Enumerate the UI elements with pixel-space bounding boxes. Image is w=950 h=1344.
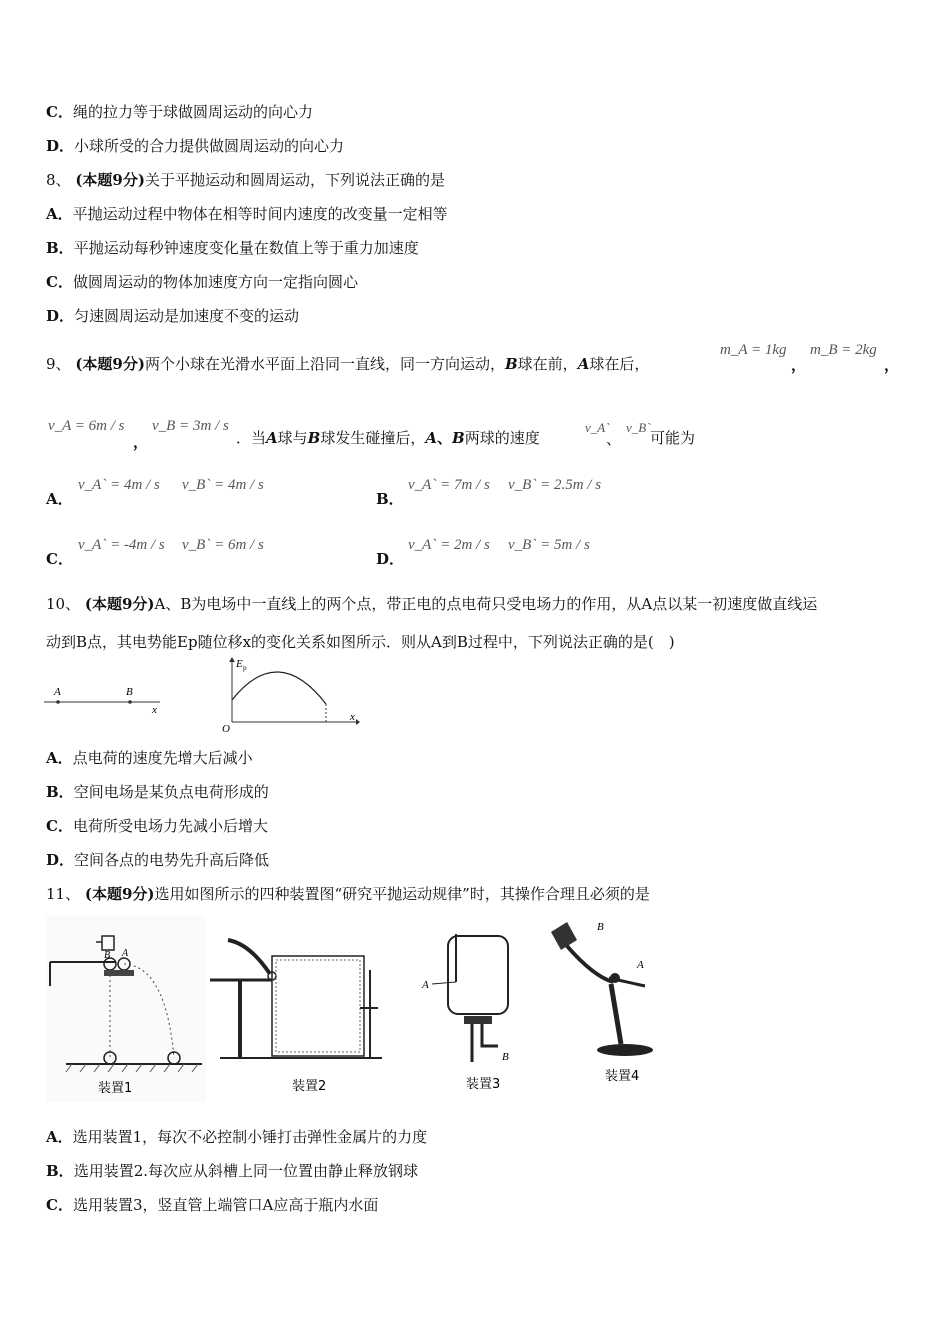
base <box>597 1044 653 1056</box>
question-score: (本题9分) <box>75 355 145 373</box>
question-number: 9、 <box>46 355 71 373</box>
q10-stem-line2: 动到B点，其电势能Ep随位移x的变化关系如图所示．则从A到B过程中，下列说法正确的是( ) <box>46 633 675 651</box>
q8-stem <box>46 170 445 190</box>
q9-option-b-va: v_A` = 7m / s <box>408 477 490 493</box>
ep-label: E <box>236 658 243 670</box>
q11-option-b <box>46 1161 418 1181</box>
q8-option-c <box>46 272 358 292</box>
q9-option-b-vb: v_B` = 2.5m / s <box>508 477 602 493</box>
option-text: 选用装置1，每次不必控制小锤打击弹性金属片的力度 <box>72 1128 428 1146</box>
question-text: 关于平抛运动和圆周运动，下列说法正确的是 <box>144 171 445 189</box>
va-after-symbol: v_A` <box>585 420 610 435</box>
option-letter: C． <box>46 817 73 835</box>
question-number: 10、 <box>46 595 81 613</box>
question-score: (本题9分) <box>84 885 155 903</box>
question-text: 球发生碰撞后， <box>320 429 426 447</box>
q9-stem-line2: ．当A球与B球发生碰撞后，A、B两球的速度 <box>236 429 540 447</box>
q7-option-c <box>46 102 313 122</box>
x-axis-arrow <box>356 719 360 725</box>
option-letter: C． <box>46 1196 73 1214</box>
option-letter: D． <box>46 137 75 155</box>
board <box>272 956 364 1056</box>
mass-a-formula: m_A = 1kg <box>720 342 787 358</box>
option-text: 小球所受的合力提供做圆周运动的向心力 <box>74 137 345 155</box>
device-4-figure <box>545 916 665 1086</box>
mass-b-formula: m_B = 2kg <box>810 342 877 358</box>
q10-option-d <box>46 850 269 870</box>
q10-option-a <box>46 748 253 768</box>
option-letter: C． <box>46 273 73 291</box>
ep-sub: p <box>243 664 247 672</box>
question-text: 选用如图所示的四种装置图“研究平抛运动规律”时，其操作合理且必须的是 <box>154 885 650 903</box>
question-text: 两个小球在光滑水平面上沿同一直线，同一方向运动， <box>144 355 505 373</box>
q10-option-c <box>46 816 268 836</box>
q9-option-c-va: v_A` = -4m / s <box>78 537 165 553</box>
q9-option-a-letter: A． <box>46 490 73 508</box>
comma: ， <box>133 433 149 451</box>
device-1-caption: 装置1 <box>98 1081 133 1096</box>
device-2-caption: 装置2 <box>292 1079 327 1094</box>
question-text: A、B为电场中一直线上的两个点，带正电的点电荷只受电场力的作用，从A点以某一初速度做直线运 <box>154 595 818 613</box>
ep-x-graph <box>220 656 360 736</box>
ball-b-label: B <box>452 429 465 447</box>
q7-option-d <box>46 136 344 156</box>
q8-option-a <box>46 204 448 224</box>
q9-stem-line1 <box>46 354 649 374</box>
q9-option-d-va: v_A` = 2m / s <box>408 537 490 553</box>
origin-label: O <box>222 723 230 735</box>
q8-option-b <box>46 238 419 258</box>
question-score: (本题9分) <box>75 171 145 189</box>
option-letter: B． <box>46 783 74 801</box>
ball-b-label: B <box>307 429 321 447</box>
question-text: 球与 <box>277 429 308 447</box>
question-text: 球在后， <box>589 355 650 373</box>
label-a: A <box>422 979 429 991</box>
ball-a-label: A <box>577 355 590 373</box>
comma: ， <box>791 356 807 374</box>
device-1-figure <box>46 916 206 1102</box>
stopper <box>464 1016 492 1024</box>
label-a-leader <box>432 982 456 984</box>
option-letter: A． <box>46 1128 73 1146</box>
comma: ， <box>884 356 900 374</box>
x-label: x <box>350 711 355 723</box>
option-text: 平抛运动过程中物体在相等时间内速度的改变量一定相等 <box>72 205 448 223</box>
q9-option-a-vb: v_B` = 4m / s <box>182 477 264 493</box>
vel-b-formula: v_B = 3m / s <box>152 418 229 434</box>
q9-option-a-va: v_A` = 4m / s <box>78 477 160 493</box>
question-score: (本题9分) <box>84 595 155 613</box>
ball-a <box>610 973 620 983</box>
option-letter: D． <box>46 307 75 325</box>
device-3-figure <box>420 928 530 1096</box>
question-text: 两球的速度 <box>464 429 540 447</box>
figure-bg <box>46 916 206 1102</box>
question-number: 8、 <box>46 171 71 189</box>
device-3-caption: 装置3 <box>466 1077 501 1092</box>
option-text: 空间电场是某负点电荷形成的 <box>73 783 269 801</box>
label-b: B <box>502 1051 509 1063</box>
x-axis-label: x <box>152 704 157 716</box>
q9-option-d-letter: D． <box>376 550 405 568</box>
vb-after-symbol: v_B` <box>626 420 651 435</box>
separator: 、 <box>606 430 622 448</box>
q9-option-d-vb: v_B` = 5m / s <box>508 537 590 553</box>
ball-a-label: A <box>425 429 438 447</box>
option-letter: B． <box>46 1162 74 1180</box>
q11-option-c <box>46 1195 378 1215</box>
y-axis-arrow <box>229 657 235 662</box>
question-text: 球在前， <box>517 355 578 373</box>
label-b: B <box>104 950 111 961</box>
q9-option-c-vb: v_B` = 6m / s <box>182 537 264 553</box>
ep-curve <box>232 672 326 704</box>
option-text: 绳的拉力等于球做圆周运动的向心力 <box>72 103 313 121</box>
label-b: B <box>597 921 604 933</box>
q11-stem <box>46 884 650 904</box>
label-a: A <box>122 948 129 959</box>
paper <box>276 960 360 1052</box>
q9-stem-end: 可能为 <box>650 429 696 447</box>
stand <box>611 984 621 1044</box>
point-b <box>128 700 132 704</box>
device-2-figure <box>210 930 390 1098</box>
option-letter: A． <box>46 749 73 767</box>
q9-option-c-letter: C． <box>46 550 73 568</box>
option-text: 选用装置2.每次应从斜槽上同一位置由静止释放钢球 <box>73 1162 419 1180</box>
q11-option-a <box>46 1127 427 1147</box>
ball-b-label: B <box>504 355 518 373</box>
option-text: 点电荷的速度先增大后减小 <box>72 749 253 767</box>
ball-a-label: A <box>266 429 278 447</box>
option-letter: D． <box>46 851 75 869</box>
q9-option-b-letter: B． <box>376 490 404 508</box>
ab-line-figure <box>44 684 164 720</box>
q10-stem-line1 <box>46 594 817 614</box>
point-a-label: A <box>54 686 61 698</box>
option-text: 平抛运动每秒钟速度变化量在数值上等于重力加速度 <box>73 239 419 257</box>
option-text: 空间各点的电势先升高后降低 <box>74 851 270 869</box>
track <box>567 946 613 982</box>
q10-option-b <box>46 782 269 802</box>
option-letter: B． <box>46 239 74 257</box>
point-b-label: B <box>126 686 133 698</box>
option-text: 做圆周运动的物体加速度方向一定指向圆心 <box>72 273 358 291</box>
option-letter: C． <box>46 103 73 121</box>
vel-a-formula: v_A = 6m / s <box>48 418 125 434</box>
label-a: A <box>637 959 644 971</box>
question-number: 11、 <box>46 885 81 903</box>
scoop-b <box>551 922 577 950</box>
question-text: ．当 <box>236 429 267 447</box>
option-text: 匀速圆周运动是加速度不变的运动 <box>74 307 300 325</box>
q8-option-d <box>46 306 299 326</box>
option-letter: A． <box>46 205 73 223</box>
point-a <box>56 700 60 704</box>
option-text: 选用装置3，竖直管上端管口A应高于瓶内水面 <box>72 1196 379 1214</box>
option-text: 电荷所受电场力先减小后增大 <box>72 817 268 835</box>
device-4-caption: 装置4 <box>605 1069 640 1084</box>
clamp <box>104 970 134 976</box>
nozzle-pipe <box>482 1024 498 1046</box>
slope-track <box>228 940 270 974</box>
